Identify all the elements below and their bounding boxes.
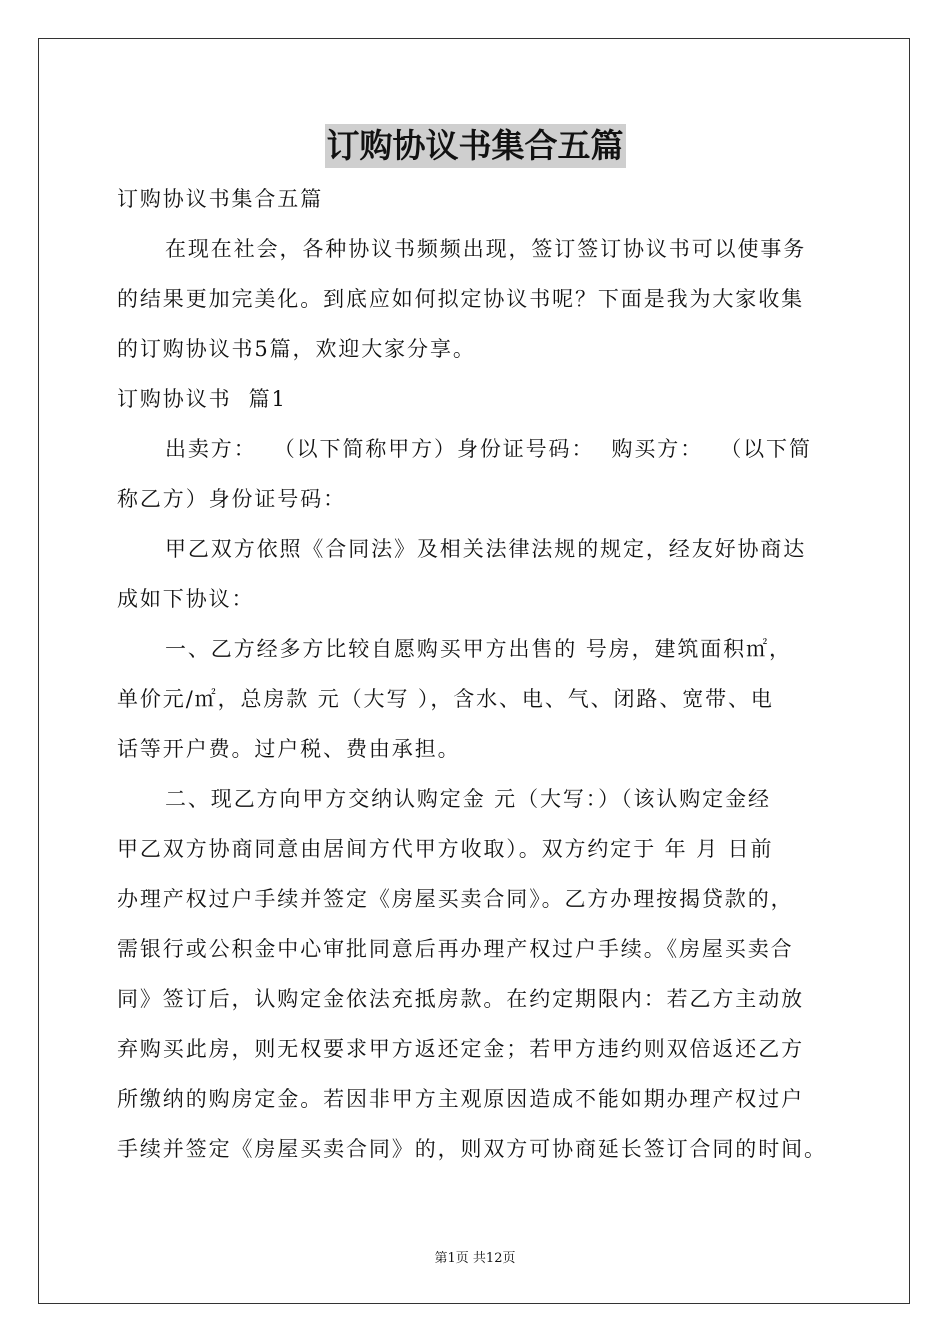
text-line: 话等开户费。过户税、费由承担。: [117, 737, 461, 761]
text-line: 甲乙双方协商同意由居间方代甲方收取）。双方约定于 年 月 日前: [117, 837, 774, 861]
text-line: 办理产权过户手续并签定《房屋买卖合同》。乙方办理按揭贷款的，: [117, 887, 794, 911]
text-line: 同》签订后，认购定金依法充抵房款。在约定期限内：若乙方主动放: [117, 987, 804, 1011]
text-line: 的结果更加完美化。到底应如何拟定协议书呢？下面是我为大家收集: [117, 287, 804, 311]
text-line: 所缴纳的购房定金。若因非甲方主观原因造成不能如期办理产权过户: [117, 1087, 804, 1111]
text-line: 在现在社会，各种协议书频频出现，签订签订协议书可以使事务: [165, 237, 807, 261]
text-line: 的订购协议书5篇，欢迎大家分享。: [117, 337, 476, 361]
text-line: 一、乙方经多方比较自愿购买甲方出售的 号房，建筑面积㎡，: [165, 637, 792, 661]
text-line: 二、现乙方向甲方交纳认购定金 元（大写：）（该认购定金经: [165, 787, 771, 811]
text-line: 需银行或公积金中心审批同意后再办理产权过户手续。《房屋买卖合: [117, 937, 794, 961]
text-line: 甲乙双方依照《合同法》及相关法律法规的规定，经友好协商达: [165, 537, 807, 561]
text-line: 单价元/㎡，总房款 元（大写 ），含水、电、气、闭路、宽带、电: [117, 687, 774, 711]
document-title: 订购协议书集合五篇: [325, 124, 626, 168]
document-title-wrapper: [0, 124, 950, 168]
text-line: 订购协议书 篇1: [117, 387, 287, 411]
text-line: 手续并签定《房屋买卖合同》的，则双方可协商延长签订合同的时间。: [117, 1137, 827, 1161]
page-footer: 第1页 共12页: [434, 1251, 516, 1266]
text-line: 成如下协议：: [117, 587, 255, 611]
text-line: 出卖方： （以下简称甲方）身份证号码： 购买方： （以下简: [165, 437, 812, 461]
document-body: [117, 174, 833, 1174]
text-line: 订购协议书集合五篇: [117, 187, 324, 211]
text-line: 称乙方）身份证号码：: [117, 487, 346, 511]
text-line: 弃购买此房，则无权要求甲方返还定金；若甲方违约则双倍返还乙方: [117, 1037, 804, 1061]
